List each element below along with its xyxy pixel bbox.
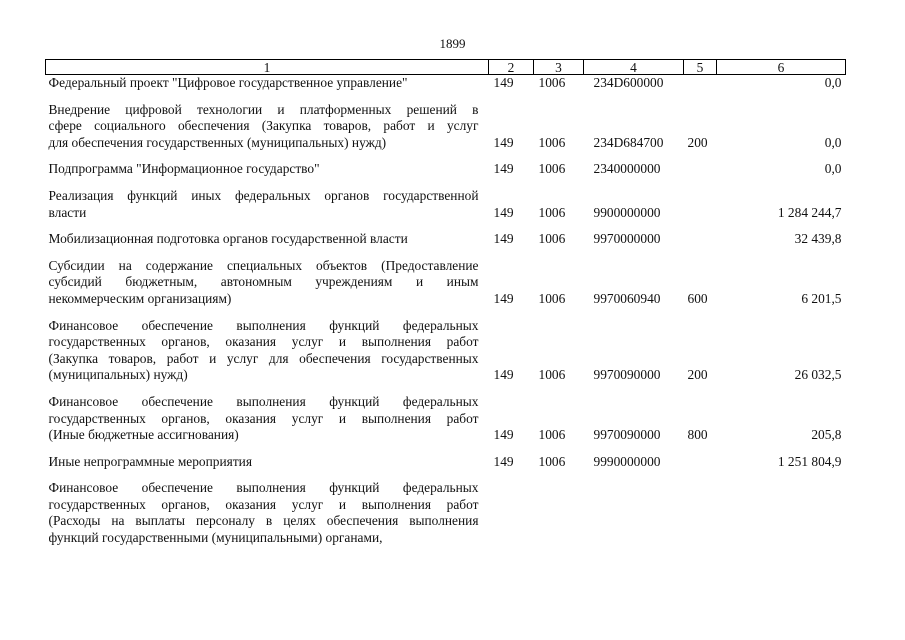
description-line: государственных органов, оказания услуг и выполнения работ	[48, 410, 479, 426]
target-article-code: 9970090000	[593, 427, 661, 443]
target-article-code: 9990000000	[593, 453, 661, 469]
row-description	[46, 151, 489, 178]
section-code: 1006	[538, 231, 566, 247]
description-line: Финансовое обеспечение выполнения функций федеральных	[48, 480, 479, 496]
amount: 32 439,8	[794, 231, 842, 247]
expense-type-code: 600	[687, 290, 708, 306]
description-line: Иные непрограммные мероприятия	[48, 453, 252, 469]
expense-type-code: 800	[687, 427, 708, 443]
table-row	[46, 221, 846, 248]
expense-type-code	[684, 444, 717, 471]
column-header-amount: 6	[717, 60, 846, 75]
table-body	[46, 75, 846, 547]
table-row	[46, 248, 846, 308]
description-line: (муниципальных) нужд)	[48, 367, 188, 383]
description-line: государственных органов, оказания услуг и выполнения работ	[48, 334, 479, 350]
description-line: для обеспечения государственных (муниципальных) нужд)	[48, 134, 387, 150]
description-line: (Расходы на выплаты персоналу в целях обеспечения выполнения	[48, 513, 479, 529]
description-line: Субсидии на содержание специальных объектов (Предоставление	[48, 257, 479, 273]
description-line: Финансовое обеспечение выполнения функций федеральных	[48, 317, 479, 333]
target-article-code: 9970060940	[593, 290, 661, 306]
expense-type-code	[684, 221, 717, 248]
description-line: сфере социального обеспечения (Закупка товаров, работ и услуг	[48, 118, 479, 134]
description-line: Подпрограмма "Информационное государство"	[48, 161, 320, 177]
description-line: функций государственными (муниципальными) органами,	[48, 530, 383, 546]
table-row	[46, 308, 846, 384]
row-description	[46, 75, 489, 92]
column-header-admin: 2	[489, 60, 534, 75]
target-article-code: 9970000000	[593, 231, 661, 247]
admin-code: 149	[493, 290, 514, 306]
expense-type-code: 200	[687, 134, 708, 150]
description-line: некоммерческим организациям)	[48, 290, 232, 306]
table-row	[46, 92, 846, 152]
section-code: 1006	[538, 204, 566, 220]
expense-type-code	[684, 178, 717, 221]
target-article-code: 234D600000	[593, 75, 664, 90]
amount: 0,0	[824, 75, 842, 90]
table-header-row	[46, 60, 846, 75]
description-line: Мобилизационная подготовка органов государственной власти	[48, 231, 408, 247]
row-description	[46, 444, 489, 471]
description-line: Реализация функций иных федеральных органов государственной	[48, 187, 479, 203]
target-article-code: 2340000000	[593, 161, 661, 177]
row-description	[46, 384, 489, 444]
amount: 0,0	[824, 161, 842, 177]
description-line: государственных органов, оказания услуг и выполнения работ	[48, 496, 479, 512]
target-article-code: 9970090000	[593, 367, 661, 383]
admin-code: 149	[493, 367, 514, 383]
admin-code: 149	[493, 75, 514, 90]
target-article-code: 234D684700	[593, 134, 664, 150]
description-line: субсидий бюджетным, автономным учреждениям и иным	[48, 274, 479, 290]
description-line: (Закупка товаров, работ и услуг для обеспечения государственных	[48, 350, 479, 366]
table-row	[46, 75, 846, 92]
budget-table	[45, 59, 846, 547]
table-row	[46, 470, 846, 546]
amount: 0,0	[824, 134, 842, 150]
admin-code: 149	[493, 231, 514, 247]
admin-code: 149	[493, 453, 514, 469]
column-header-section: 3	[534, 60, 584, 75]
row-description	[46, 178, 489, 221]
expense-type-code	[684, 75, 717, 92]
table-row	[46, 151, 846, 178]
target-article-code: 9900000000	[593, 204, 661, 220]
admin-code: 149	[493, 134, 514, 150]
target-article-code	[584, 470, 684, 546]
admin-code: 149	[493, 161, 514, 177]
amount: 1 284 244,7	[777, 204, 842, 220]
description-line: Федеральный проект "Цифровое государственное управление"	[48, 75, 408, 90]
section-code: 1006	[538, 134, 566, 150]
admin-code	[489, 470, 534, 546]
amount: 26 032,5	[794, 367, 842, 383]
table-row	[46, 178, 846, 221]
amount	[717, 470, 846, 546]
description-line: (Иные бюджетные ассигнования)	[48, 427, 239, 443]
section-code: 1006	[538, 290, 566, 306]
description-line: Внедрение цифровой технологии и платформенных решений в	[48, 101, 479, 117]
section-code: 1006	[538, 161, 566, 177]
amount: 205,8	[811, 427, 842, 443]
section-code	[534, 470, 584, 546]
expense-type-code	[684, 470, 717, 546]
table-row	[46, 444, 846, 471]
row-description	[46, 221, 489, 248]
section-code: 1006	[538, 75, 566, 90]
column-header-expense-type: 5	[684, 60, 717, 75]
admin-code: 149	[493, 427, 514, 443]
section-code: 1006	[538, 453, 566, 469]
row-description	[46, 308, 489, 384]
table-row	[46, 384, 846, 444]
description-line: власти	[48, 204, 87, 220]
admin-code: 149	[493, 204, 514, 220]
page-number: 1899	[439, 36, 466, 51]
expense-type-code: 200	[687, 367, 708, 383]
amount: 6 201,5	[801, 290, 842, 306]
amount: 1 251 804,9	[777, 453, 842, 469]
section-code: 1006	[538, 367, 566, 383]
description-line: Финансовое обеспечение выполнения функций федеральных	[48, 393, 479, 409]
column-header-name: 1	[46, 60, 489, 75]
section-code: 1006	[538, 427, 566, 443]
row-description	[46, 92, 489, 152]
row-description	[46, 470, 489, 546]
column-header-target-article: 4	[584, 60, 684, 75]
row-description	[46, 248, 489, 308]
expense-type-code	[684, 151, 717, 178]
